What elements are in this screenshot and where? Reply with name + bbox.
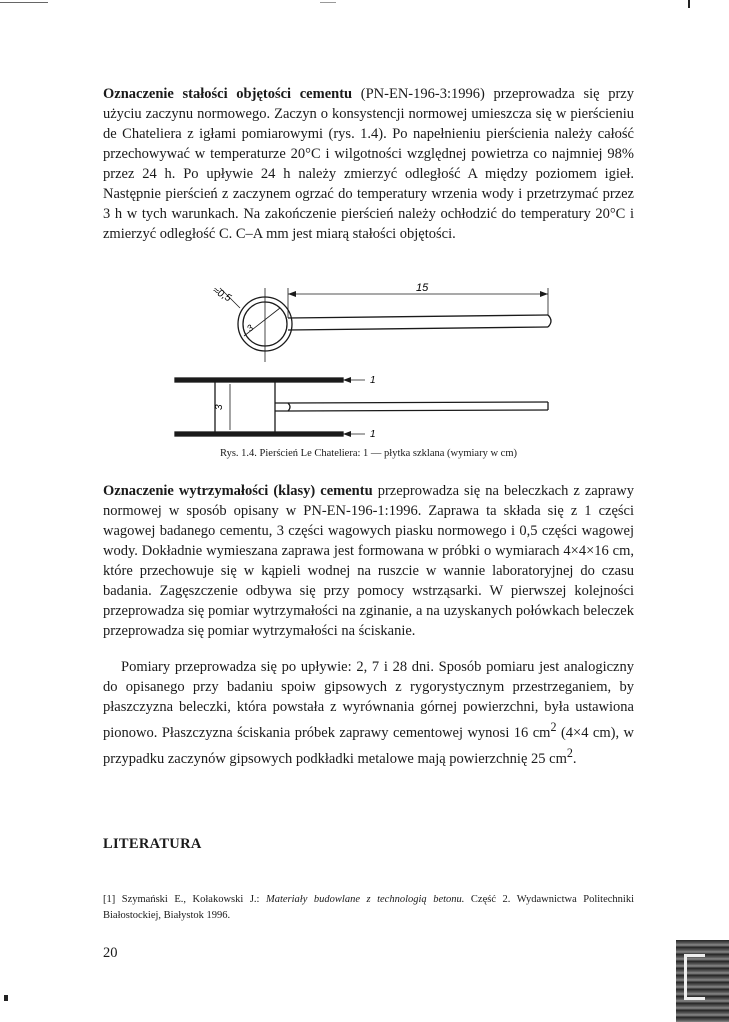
dim-length-label: 15 xyxy=(416,282,429,294)
scan-artifact-bottom-mark xyxy=(4,995,8,1001)
scan-artifact-top-line xyxy=(0,2,48,3)
label1-arrow-top xyxy=(343,377,351,383)
reference-number: [1] xyxy=(103,894,116,905)
paragraph-pomiary xyxy=(103,657,634,769)
needle-bottom-line xyxy=(288,327,548,330)
label1-arrow-bottom xyxy=(343,431,351,437)
glass-plate-top xyxy=(175,378,343,382)
dim-height-label: 3 xyxy=(214,404,225,410)
dim-thickness-label: ≈0,5 xyxy=(210,285,233,305)
reference-item xyxy=(103,892,634,924)
reference-title: Materiały budowlane z technologią betonu. xyxy=(265,894,465,905)
needle-top-line xyxy=(288,315,548,318)
literature-heading: LITERATURA xyxy=(103,836,202,852)
side-needle-bottom xyxy=(288,410,548,411)
paragraph3-sup-a: 2 xyxy=(550,720,557,734)
label-glass-plate-top: 1 xyxy=(370,375,376,386)
dim-diameter-label: 3 xyxy=(244,322,256,334)
reference-authors: Szymański E., Kołakowski J.: xyxy=(115,894,266,905)
dim-arrow-left xyxy=(288,291,296,297)
paragraph2-text: przeprowadza się na beleczkach z zaprawy normowej w sposób opisany w PN-EN-196-1:1996. Zaprawa ta składa się z 1 części wagowej badanego cementu, 3 części wagowych piasku normowego i 0,5 części wagowej wody. Dokładnie wymieszana zaprawa jest formowana w próbki o wymiarach 4×4×16 cm, które przechowuje się w kąpieli wodnej na ruszcie w wannie laboratoryjnej do czasu badania. Zagęszczenie odbywa się przy pomocy wstrząsarki. W pierwszej kolejności przeprowadza się pomiar wytrzymałości na zginanie, a na uzyskanych połówkach beleczek przeprowadza się pomiar wytrzymałości na ściskanie. xyxy=(103,483,634,639)
side-needle-top xyxy=(288,402,548,403)
dim-arrow-right xyxy=(540,291,548,297)
paragraph-wytrzymalosc xyxy=(103,481,634,641)
needle-root xyxy=(275,403,290,411)
reference-publisher: Część 2. Wydawnictwa Politechniki Białostockiej, Białystok 1996. xyxy=(103,894,634,921)
paragraph2-heading: Oznaczenie wytrzymałości (klasy) cementu xyxy=(103,483,373,499)
page-number: 20 xyxy=(103,945,118,961)
paragraph-stalosc-objetosci xyxy=(103,84,634,244)
scan-artifact-top-mark xyxy=(688,0,690,8)
scan-artifact-top-dash xyxy=(320,2,336,3)
paragraph3-sup-b: 2 xyxy=(566,745,573,760)
edge-glyph-shape xyxy=(684,954,705,1000)
paragraph1-heading: Oznaczenie stałości objętości cementu xyxy=(103,86,353,102)
label-glass-plate-bottom: 1 xyxy=(370,429,376,440)
page-edge-scan-artifact xyxy=(676,940,729,1022)
paragraph3-text-b: (4×4 cm), w przypadku zaczynów gipsowych podkładki metalowe mają powierzchnię 25 cm xyxy=(103,724,634,767)
figure-drawing xyxy=(170,278,560,448)
glass-plate-bottom xyxy=(175,432,343,436)
needle-tip xyxy=(548,315,551,327)
paragraph3-text-a: Pomiary przeprowadza się po upływie: 2, 7 i 28 dni. Sposób pomiaru jest analogiczny do opisanego przy badaniu spoiw gipsowych z rygorystycznym przestrzeganiem, by płaszczyzna beleczki, która powstała z wyrównania górnej powierzchni, była ustawiona pionowo. Płaszczyzna ściskania próbek zaprawy cementowej wynosi 16 cm xyxy=(103,659,634,741)
figure-le-chatelier-ring xyxy=(170,278,560,448)
paragraph1-text: (PN-EN-196-3:1996) przeprowadza się przy użyciu zaczynu normowego. Zaczyn o konsystencji normowej umieszcza się w pierścieniu de Chateliera z igłami pomiarowymi (rys. 1.4). Po napełnieniu pierścienia należy całość przechowywać w temperaturze 20°C i wilgotności względnej powietrza co najmniej 98% przez 24 h. Po upływie 24 h należy zmierzyć odległość A między poziomem igieł. Następnie pierścień z zaczynem ogrzać do temperatury wrzenia wody i przetrzymać przez 3 h w tych warunkach. Na zakończenie pierścień należy ochłodzić do temperatury 20°C i zmierzyć odległość C. C–A mm jest miarą stałości objętości. xyxy=(103,86,634,242)
figure-caption: Rys. 1.4. Pierścień Le Chateliera: 1 — płytka szklana (wymiary w cm) xyxy=(220,448,517,459)
paragraph3-text-c: . xyxy=(572,750,577,767)
